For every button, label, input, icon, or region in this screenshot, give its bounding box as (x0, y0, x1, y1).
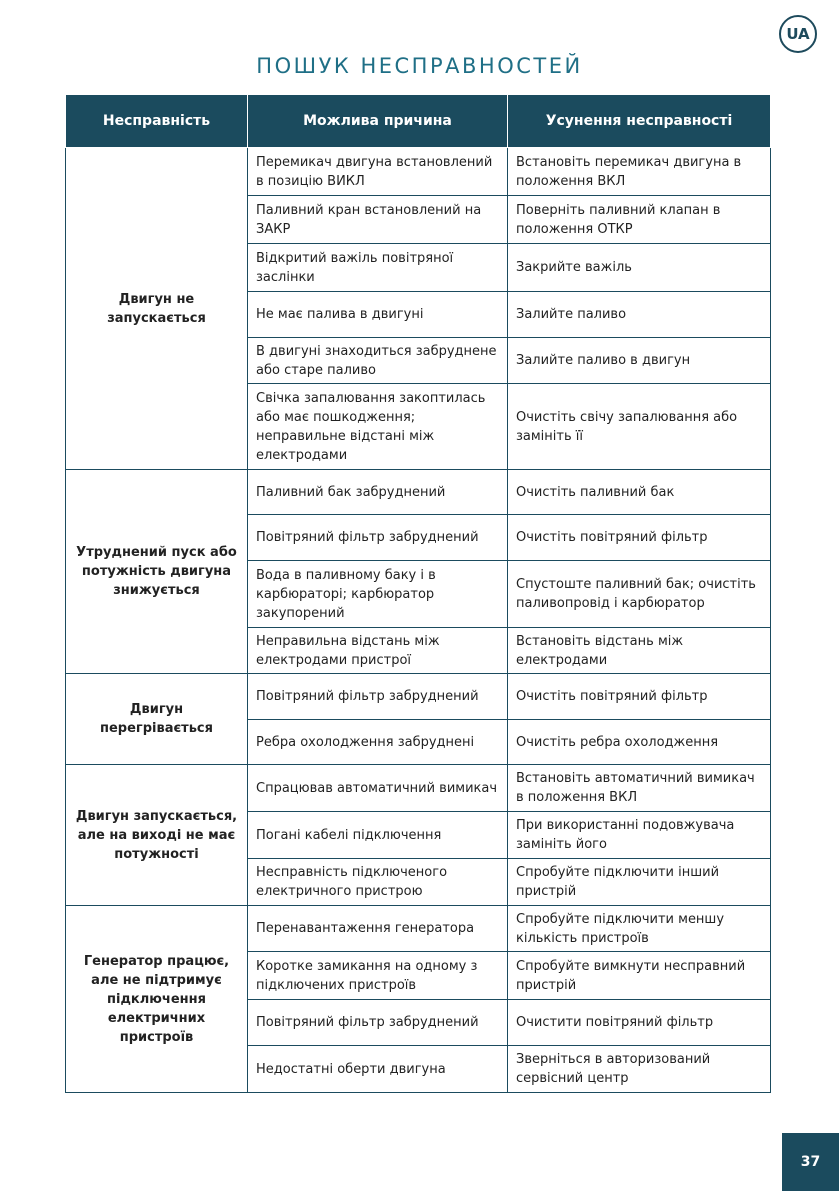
fix-cell: Очистіть свічу запалювання або замініть її (508, 384, 771, 470)
fault-cell: Генератор працює, але не підтримує підключення електричних пристроїв (66, 906, 248, 1093)
table-body (66, 148, 771, 1093)
cause-cell: Перенавантаження генератора (248, 906, 508, 952)
cause-cell: Відкритий важіль повітряної заслінки (248, 244, 508, 292)
page-number: 37 (782, 1133, 839, 1191)
cause-cell: Паливний бак забруднений (248, 470, 508, 515)
fix-cell: Залийте паливо в двигун (508, 338, 771, 384)
table-row (66, 148, 771, 196)
fix-cell: Спробуйте підключити меншу кількість пристроїв (508, 906, 771, 952)
fix-cell: Спустоште паливний бак; очистіть паливопровід і карбюратор (508, 561, 771, 628)
cause-cell: Погані кабелі підключення (248, 812, 508, 859)
header-fault: Несправність (66, 95, 248, 148)
cause-cell: Спрацював автоматичний вимикач (248, 765, 508, 812)
fix-cell: Закрийте важіль (508, 244, 771, 292)
fix-cell: Встановіть перемикач двигуна в положення ВКЛ (508, 148, 771, 196)
language-badge: UA (779, 15, 817, 53)
table-header-row (66, 95, 771, 148)
cause-cell: Повітряний фільтр забруднений (248, 515, 508, 561)
fix-cell: Очистіть ребра охолодження (508, 720, 771, 765)
fault-cell: Двигун запускається, але на виході не має потужності (66, 765, 248, 906)
fix-cell: Поверніть паливний клапан в положення ОТКР (508, 196, 771, 244)
cause-cell: Недостатні оберти двигуна (248, 1046, 508, 1093)
fix-cell: Очистити повітряний фільтр (508, 1000, 771, 1046)
fix-cell: Очистіть повітряний фільтр (508, 674, 771, 720)
fix-cell: Встановіть відстань між електродами (508, 628, 771, 674)
cause-cell: Повітряний фільтр забруднений (248, 1000, 508, 1046)
cause-cell: Перемикач двигуна встановлений в позицію ВИКЛ (248, 148, 508, 196)
fix-cell: Очистіть паливний бак (508, 470, 771, 515)
cause-cell: Повітряний фільтр забруднений (248, 674, 508, 720)
fix-cell: Очистіть повітряний фільтр (508, 515, 771, 561)
table-row (66, 470, 771, 515)
cause-cell: Несправність підключеного електричного пристрою (248, 859, 508, 906)
fault-cell: Утруднений пуск або потужність двигуна знижується (66, 470, 248, 674)
fix-cell: При використанні подовжувача замініть його (508, 812, 771, 859)
header-cause: Можлива причина (248, 95, 508, 148)
cause-cell: Неправильна відстань між електродами пристрої (248, 628, 508, 674)
troubleshooting-table (65, 94, 771, 1093)
cause-cell: Паливний кран встановлений на ЗАКР (248, 196, 508, 244)
cause-cell: Свічка запалювання закоптилась або має пошкодження; неправильне відстані між електродами (248, 384, 508, 470)
fault-cell: Двигун не запускається (66, 148, 248, 470)
cause-cell: В двигуні знаходиться забруднене або старе паливо (248, 338, 508, 384)
fix-cell: Спробуйте підключити інший пристрій (508, 859, 771, 906)
table-row (66, 906, 771, 952)
page-title: ПОШУК НЕСПРАВНОСТЕЙ (256, 54, 583, 78)
fault-cell: Двигун перегрівається (66, 674, 248, 765)
fix-cell: Спробуйте вимкнути несправний пристрій (508, 952, 771, 1000)
fix-cell: Залийте паливо (508, 292, 771, 338)
table-row (66, 765, 771, 812)
cause-cell: Не має палива в двигуні (248, 292, 508, 338)
cause-cell: Коротке замикання на одному з підключених пристроїв (248, 952, 508, 1000)
table-row (66, 674, 771, 720)
cause-cell: Ребра охолодження забруднені (248, 720, 508, 765)
fix-cell: Зверніться в авторизований сервісний центр (508, 1046, 771, 1093)
cause-cell: Вода в паливному баку і в карбюраторі; карбюратор закупорений (248, 561, 508, 628)
header-fix: Усунення несправності (508, 95, 771, 148)
fix-cell: Встановіть автоматичний вимикач в положення ВКЛ (508, 765, 771, 812)
